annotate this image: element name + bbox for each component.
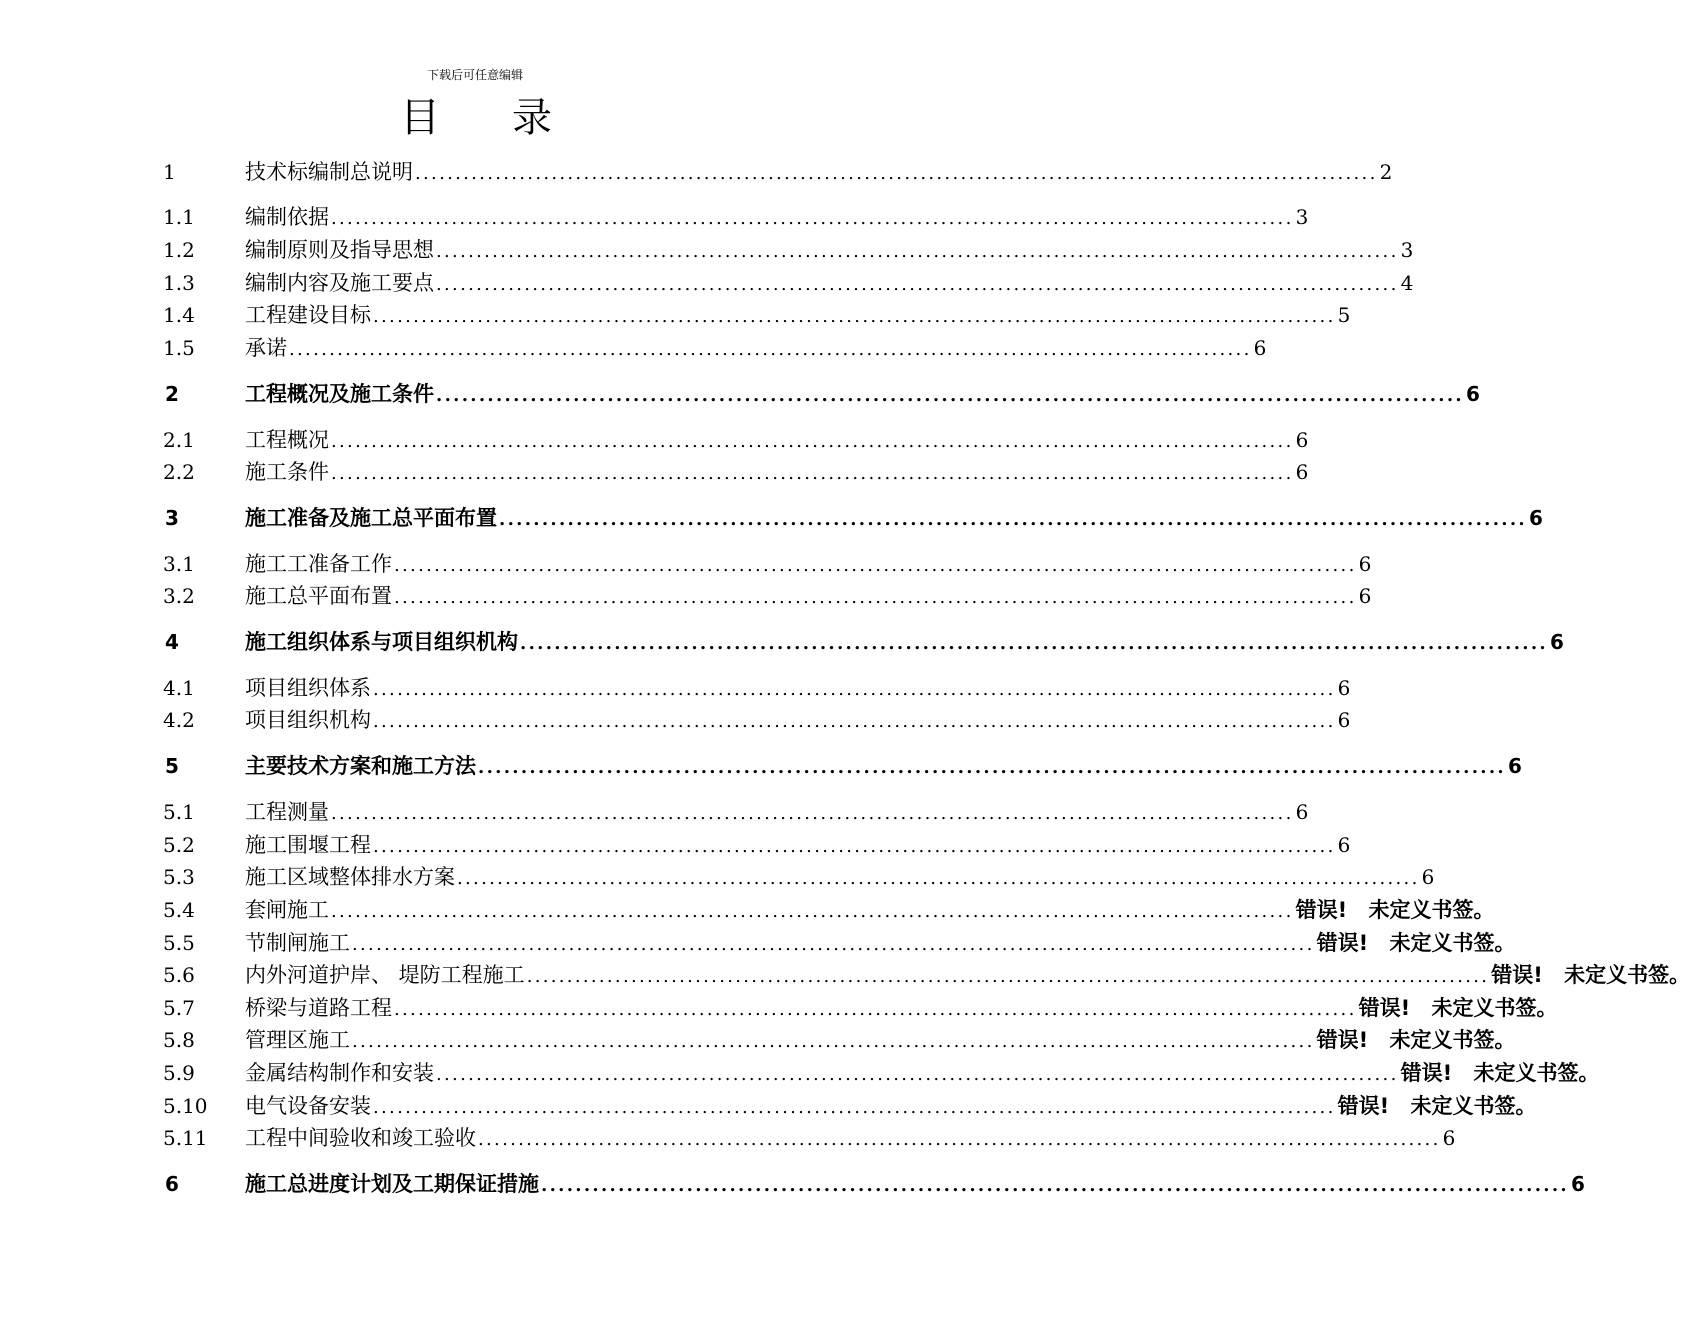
toc-dot-leader: ........................................................................................................................ bbox=[394, 587, 1357, 608]
toc-entry[interactable] bbox=[163, 333, 1267, 363]
toc-entry[interactable] bbox=[163, 751, 1522, 781]
header-note: 下载后可任意编辑 bbox=[426, 68, 523, 82]
toc-entry[interactable] bbox=[163, 627, 1564, 657]
toc-entry[interactable] bbox=[163, 993, 1558, 1023]
toc-bookmark-error: 错误! 未定义书签。 bbox=[1337, 1094, 1537, 1118]
toc-entry-title: 施工围堰工程 bbox=[245, 833, 371, 857]
toc-entry-title: 施工组织体系与项目组织机构 bbox=[245, 630, 518, 654]
toc-dot-leader: ........................................................................................................................ bbox=[331, 431, 1294, 452]
toc-bookmark-error: 错误! 未定义书签。 bbox=[1295, 898, 1495, 922]
toc-entry-number: 1.5 bbox=[163, 336, 195, 360]
toc-entry-number: 3.2 bbox=[163, 584, 195, 608]
toc-entry[interactable] bbox=[163, 457, 1309, 487]
toc-entry-title: 管理区施工 bbox=[245, 1028, 350, 1052]
toc-entry[interactable] bbox=[163, 1058, 1600, 1088]
toc-entry[interactable] bbox=[163, 797, 1309, 827]
toc-entry[interactable] bbox=[163, 202, 1309, 232]
toc-entry[interactable] bbox=[163, 928, 1516, 958]
toc-entry-title: 内外河道护岸、 堤防工程施工 bbox=[245, 963, 525, 987]
toc-entry-number: 5.8 bbox=[163, 1028, 195, 1052]
toc-page-number: 2 bbox=[1379, 160, 1393, 184]
toc-page-number: 6 bbox=[1550, 630, 1564, 654]
toc-entry[interactable] bbox=[163, 1123, 1456, 1153]
toc-entry-title: 编制依据 bbox=[245, 205, 329, 229]
toc-entry-title: 工程概况 bbox=[245, 428, 329, 452]
toc-entry[interactable] bbox=[163, 895, 1495, 925]
toc-entry-number: 5.2 bbox=[163, 833, 195, 857]
toc-dot-leader: ........................................................................................................................ bbox=[373, 711, 1336, 732]
toc-entry-number: 3 bbox=[165, 506, 179, 530]
toc-entry[interactable] bbox=[163, 268, 1414, 298]
toc-dot-leader: ........................................................................................................................ bbox=[289, 339, 1252, 360]
toc-entry-number: 4.2 bbox=[163, 708, 195, 732]
toc-entry-number: 3.1 bbox=[163, 552, 195, 576]
toc-entry-number: 4.1 bbox=[163, 676, 195, 700]
toc-page-number: 6 bbox=[1442, 1126, 1456, 1150]
toc-entry-title: 施工工准备工作 bbox=[245, 552, 392, 576]
toc-entry-number: 5.7 bbox=[163, 996, 195, 1020]
title-char-left: 目 bbox=[400, 95, 440, 141]
toc-page-number: 6 bbox=[1508, 754, 1522, 778]
toc-entry-title: 施工条件 bbox=[245, 460, 329, 484]
toc-entry-title: 节制闸施工 bbox=[245, 931, 350, 955]
toc-entry[interactable] bbox=[163, 960, 1690, 990]
toc-entry[interactable] bbox=[163, 581, 1372, 611]
toc-page-number: 6 bbox=[1295, 428, 1309, 452]
toc-entry[interactable] bbox=[163, 157, 1393, 187]
toc-dot-leader: ........................................................................................................................ bbox=[394, 555, 1357, 576]
toc-page-number: 6 bbox=[1571, 1172, 1585, 1196]
toc-dot-leader: ........................................................................................................................ bbox=[457, 868, 1420, 889]
toc-page-number: 6 bbox=[1358, 552, 1372, 576]
toc-page-number: 6 bbox=[1337, 676, 1351, 700]
toc-page-number: 6 bbox=[1466, 382, 1480, 406]
toc-entry-title: 施工总平面布置 bbox=[245, 584, 392, 608]
toc-dot-leader: ........................................................................................................................ bbox=[541, 1175, 1569, 1196]
toc-dot-leader: ........................................................................................................................ bbox=[352, 934, 1315, 955]
toc-dot-leader: ........................................................................................................................ bbox=[436, 274, 1399, 295]
toc-dot-leader: ........................................................................................................................ bbox=[331, 463, 1294, 484]
toc-entry-number: 4 bbox=[165, 630, 179, 654]
toc-page-number: 6 bbox=[1295, 460, 1309, 484]
toc-dot-leader: ........................................................................................................................ bbox=[436, 385, 1464, 406]
toc-page-number: 6 bbox=[1358, 584, 1372, 608]
page-title bbox=[0, 86, 950, 141]
toc-entry-title: 施工准备及施工总平面布置 bbox=[245, 506, 497, 530]
toc-entry-title: 项目组织体系 bbox=[245, 676, 371, 700]
toc-page-number: 4 bbox=[1400, 271, 1414, 295]
toc-entry[interactable] bbox=[163, 705, 1351, 735]
toc-entry-title: 主要技术方案和施工方法 bbox=[245, 754, 476, 778]
toc-entry-title: 工程中间验收和竣工验收 bbox=[245, 1126, 476, 1150]
toc-entry[interactable] bbox=[163, 379, 1480, 409]
toc-entry[interactable] bbox=[163, 235, 1414, 265]
toc-entry-number: 6 bbox=[165, 1172, 179, 1196]
toc-entry-title: 工程建设目标 bbox=[245, 303, 371, 327]
toc-entry-number: 5.1 bbox=[163, 800, 195, 824]
toc-entry-title: 编制内容及施工要点 bbox=[245, 271, 434, 295]
toc-entry-number: 1.1 bbox=[163, 205, 195, 229]
toc-dot-leader: ........................................................................................................................ bbox=[436, 1064, 1399, 1085]
toc-dot-leader: ........................................................................................................................ bbox=[373, 679, 1336, 700]
toc-entry-number: 5.11 bbox=[163, 1126, 208, 1150]
toc-entry-number: 5.10 bbox=[163, 1094, 208, 1118]
toc-entry-number: 5.5 bbox=[163, 931, 195, 955]
toc-page-number: 6 bbox=[1337, 708, 1351, 732]
toc-entry-number: 1.4 bbox=[163, 303, 195, 327]
title-char-right: 录 bbox=[512, 95, 552, 141]
toc-entry-number: 5.6 bbox=[163, 963, 195, 987]
toc-dot-leader: ........................................................................................................................ bbox=[373, 306, 1336, 327]
toc-entry[interactable] bbox=[163, 503, 1543, 533]
toc-entry-number: 5 bbox=[165, 754, 179, 778]
toc-dot-leader: ........................................................................................................................ bbox=[352, 1031, 1315, 1052]
toc-dot-leader: ........................................................................................................................ bbox=[478, 1129, 1441, 1150]
toc-entry[interactable] bbox=[163, 300, 1351, 330]
toc-dot-leader: ........................................................................................................................ bbox=[436, 241, 1399, 262]
toc-dot-leader: ........................................................................................................................ bbox=[373, 1097, 1336, 1118]
toc-bookmark-error: 错误! 未定义书签。 bbox=[1491, 963, 1690, 987]
toc-dot-leader: ........................................................................................................................ bbox=[478, 757, 1506, 778]
toc-entry-number: 2.1 bbox=[163, 428, 195, 452]
toc-entry-title: 桥梁与道路工程 bbox=[245, 996, 392, 1020]
toc-page-number: 5 bbox=[1337, 303, 1351, 327]
toc-page-number: 6 bbox=[1421, 865, 1435, 889]
toc-entry-title: 施工区域整体排水方案 bbox=[245, 865, 455, 889]
toc-page-number: 3 bbox=[1295, 205, 1309, 229]
toc-dot-leader: ........................................................................................................................ bbox=[520, 633, 1548, 654]
toc-dot-leader: ........................................................................................................................ bbox=[373, 836, 1336, 857]
toc-bookmark-error: 错误! 未定义书签。 bbox=[1358, 996, 1558, 1020]
toc-bookmark-error: 错误! 未定义书签。 bbox=[1400, 1061, 1600, 1085]
toc-entry-title: 工程概况及施工条件 bbox=[245, 382, 434, 406]
toc-entry-title: 施工总进度计划及工期保证措施 bbox=[245, 1172, 539, 1196]
toc-entry-title: 编制原则及指导思想 bbox=[245, 238, 434, 262]
toc-dot-leader: ........................................................................................................................ bbox=[331, 208, 1294, 229]
toc-bookmark-error: 错误! 未定义书签。 bbox=[1316, 1028, 1516, 1052]
toc-entry-number: 2 bbox=[165, 382, 179, 406]
toc-entry-title: 套闸施工 bbox=[245, 898, 329, 922]
toc-entry-title: 项目组织机构 bbox=[245, 708, 371, 732]
toc-entry[interactable] bbox=[163, 425, 1309, 455]
toc-dot-leader: ........................................................................................................................ bbox=[331, 803, 1294, 824]
toc-entry[interactable] bbox=[163, 673, 1351, 703]
toc-entry-number: 2.2 bbox=[163, 460, 195, 484]
toc-page-number: 3 bbox=[1400, 238, 1414, 262]
toc-entry-number: 5.4 bbox=[163, 898, 195, 922]
toc-entry-number: 1.2 bbox=[163, 238, 195, 262]
toc-entry[interactable] bbox=[163, 862, 1435, 892]
toc-entry-title: 技术标编制总说明 bbox=[245, 160, 413, 184]
toc-dot-leader: ........................................................................................................................ bbox=[499, 509, 1527, 530]
toc-entry-number: 5.3 bbox=[163, 865, 195, 889]
toc-entry[interactable] bbox=[163, 830, 1351, 860]
toc-page-number: 6 bbox=[1337, 833, 1351, 857]
toc-entry-number: 1.3 bbox=[163, 271, 195, 295]
toc-entry-number: 1 bbox=[163, 160, 176, 184]
toc-page-number: 6 bbox=[1253, 336, 1267, 360]
toc-entry[interactable] bbox=[163, 549, 1372, 579]
toc-dot-leader: ........................................................................................................................ bbox=[415, 163, 1378, 184]
toc-dot-leader: ........................................................................................................................ bbox=[394, 999, 1357, 1020]
toc-entry-title: 承诺 bbox=[245, 336, 287, 360]
toc-entry-number: 5.9 bbox=[163, 1061, 195, 1085]
toc-dot-leader: ........................................................................................................................ bbox=[331, 901, 1294, 922]
toc-entry-title: 工程测量 bbox=[245, 800, 329, 824]
toc-page-number: 6 bbox=[1295, 800, 1309, 824]
toc-page-number: 6 bbox=[1529, 506, 1543, 530]
toc-entry-title: 电气设备安装 bbox=[245, 1094, 371, 1118]
toc-entry[interactable] bbox=[163, 1091, 1537, 1121]
toc-entry[interactable] bbox=[163, 1169, 1585, 1199]
toc-entry-title: 金属结构制作和安装 bbox=[245, 1061, 434, 1085]
toc-entry[interactable] bbox=[163, 1025, 1516, 1055]
toc-bookmark-error: 错误! 未定义书签。 bbox=[1316, 931, 1516, 955]
toc-dot-leader: ........................................................................................................................ bbox=[526, 966, 1490, 987]
